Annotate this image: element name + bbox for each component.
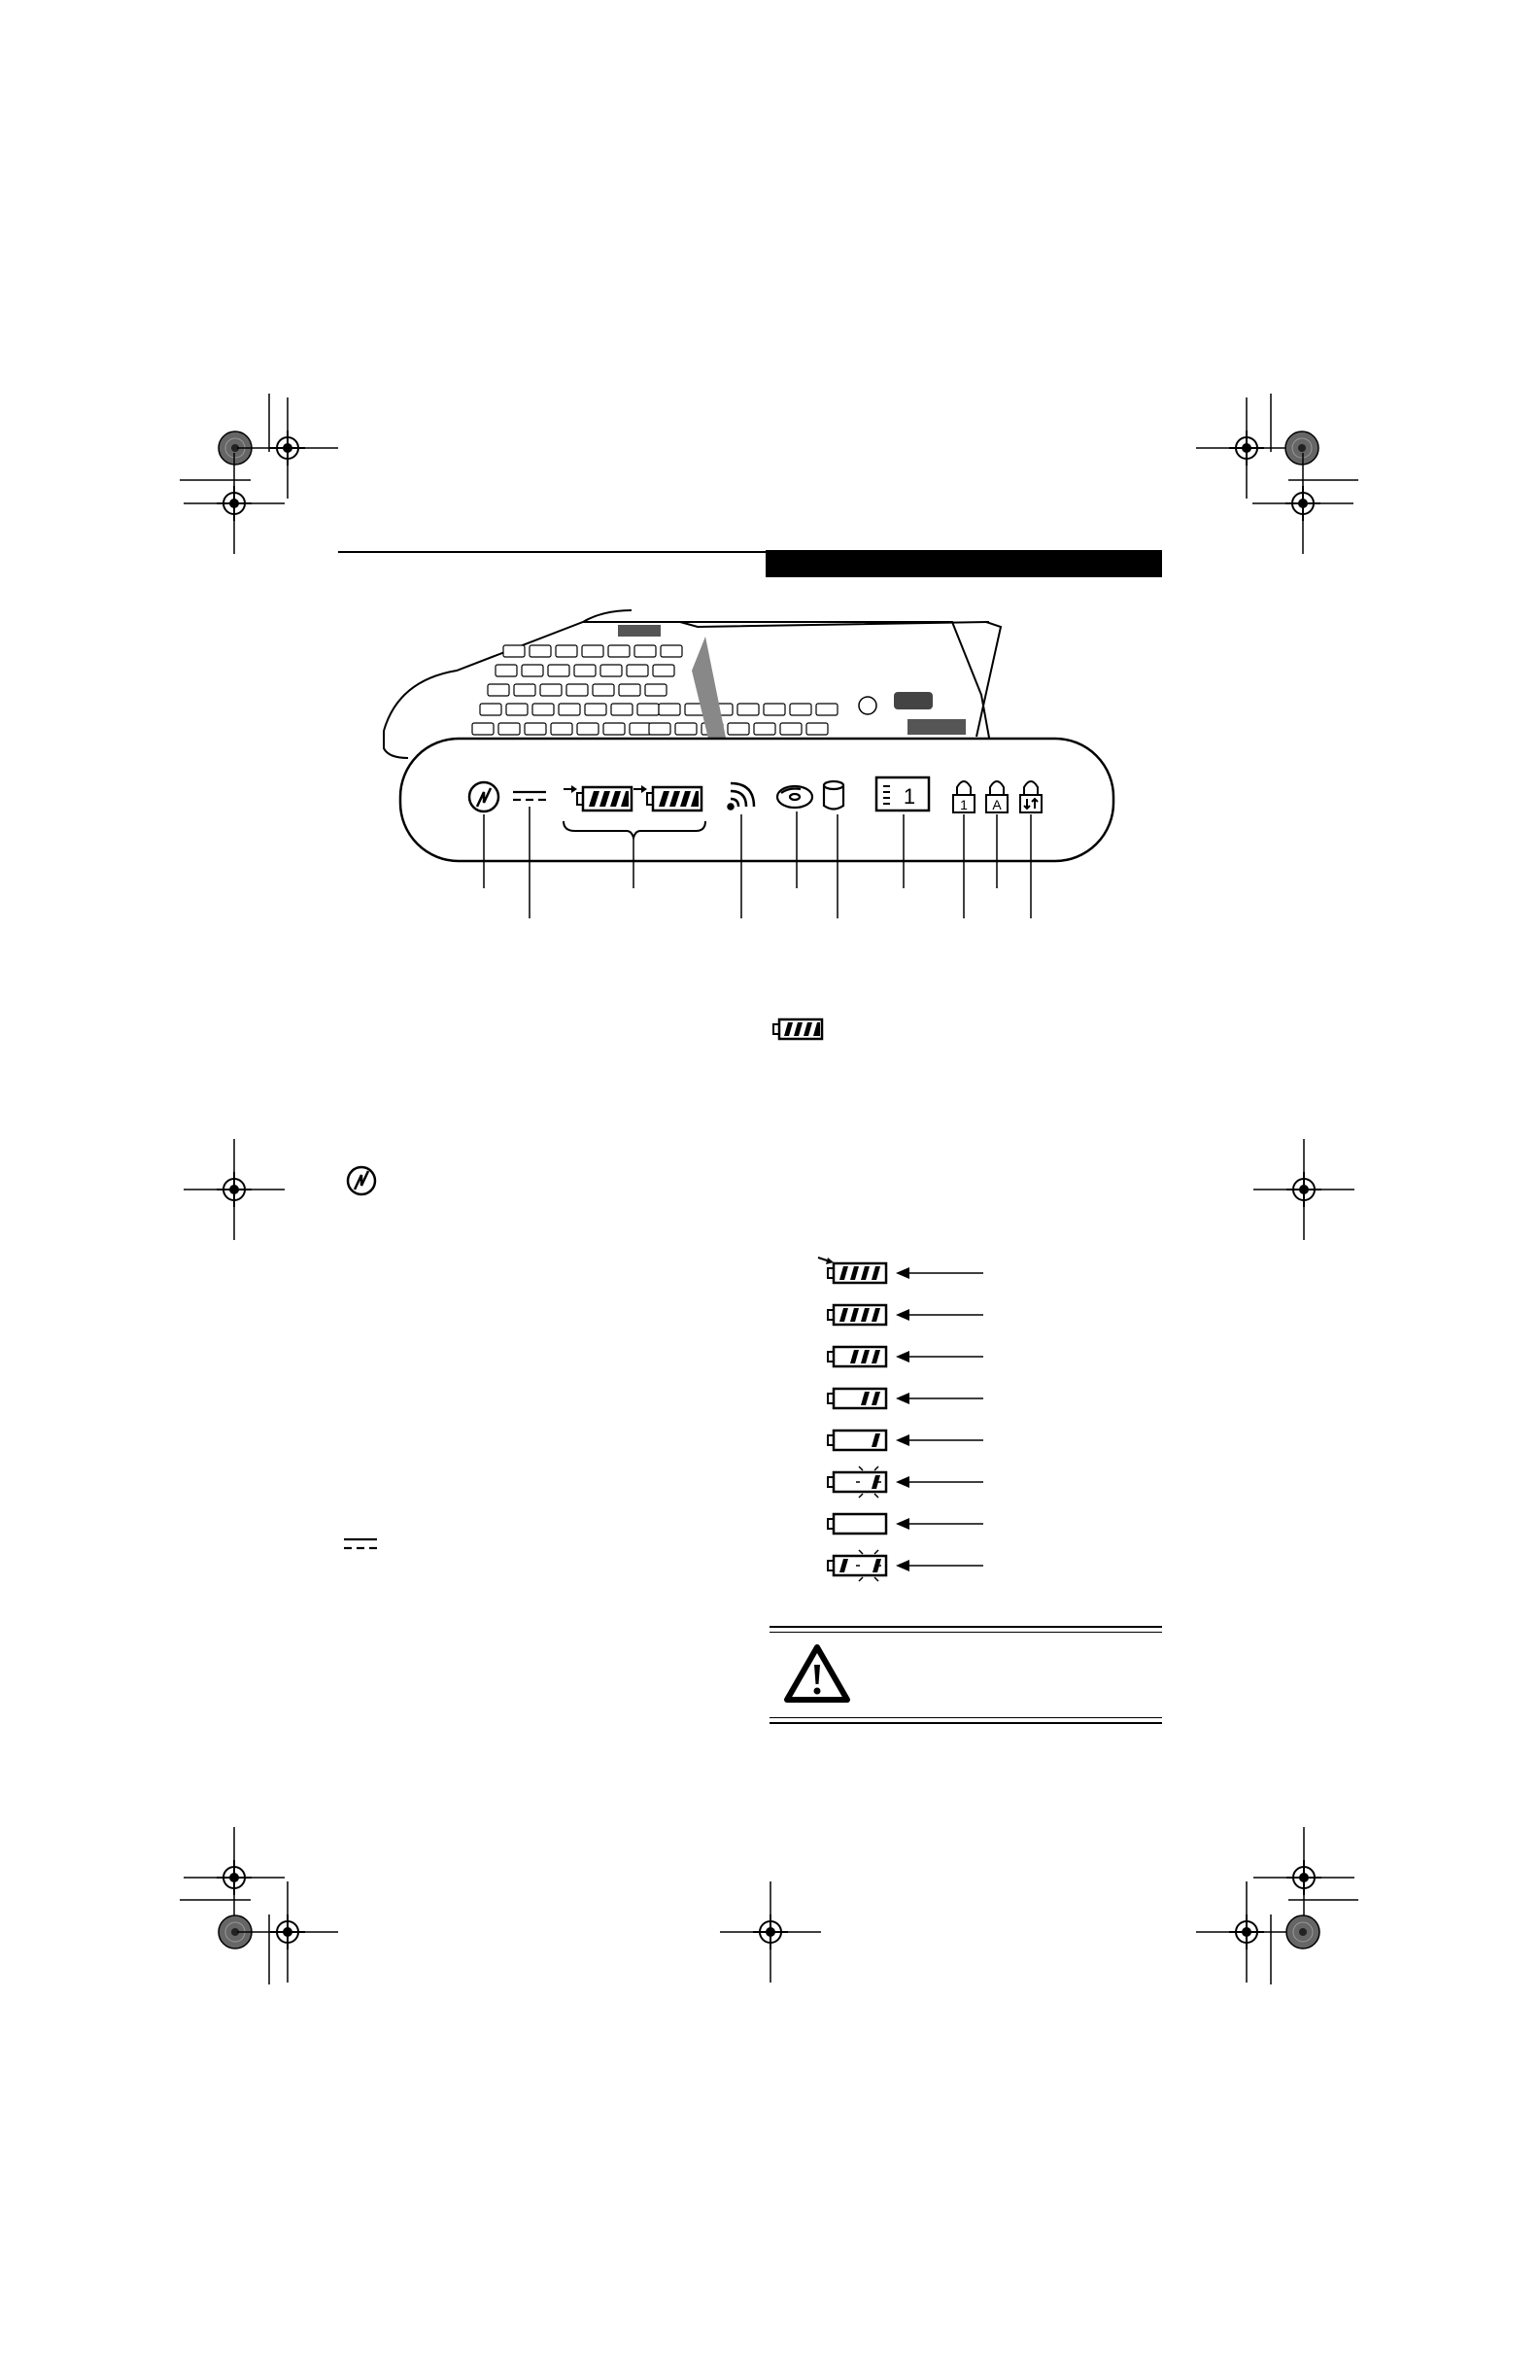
battery-three-quarter-icon	[828, 1347, 886, 1366]
battery-low-blinking-icon	[828, 1466, 886, 1498]
pointer-arrow	[896, 1434, 983, 1446]
caution-top-rule-thin	[770, 1632, 1162, 1633]
panel-number: 1	[903, 784, 916, 809]
svg-text:A: A	[992, 797, 1002, 812]
pointer-arrow	[896, 1309, 983, 1321]
caution-bottom-rule	[770, 1722, 1162, 1724]
caution-box	[770, 1626, 1162, 1725]
caution-bottom-rule-thin	[770, 1717, 1162, 1718]
battery-full-icon	[828, 1305, 886, 1325]
caution-top-rule	[770, 1626, 1162, 1628]
battery-charging-icon	[818, 1258, 886, 1283]
pointer-arrow	[896, 1518, 983, 1530]
warning-triangle-icon	[783, 1643, 851, 1704]
pointer-arrow	[896, 1267, 983, 1279]
pointer-arrow	[896, 1560, 983, 1571]
battery-empty-icon	[828, 1514, 886, 1534]
pointer-arrow	[896, 1393, 983, 1404]
svg-text:1: 1	[960, 797, 968, 812]
battery-half-icon	[828, 1389, 886, 1408]
pointer-arrow	[896, 1351, 983, 1362]
pointer-arrow	[896, 1476, 983, 1488]
battery-quarter-icon	[828, 1431, 886, 1450]
battery-error-icon	[828, 1550, 886, 1581]
